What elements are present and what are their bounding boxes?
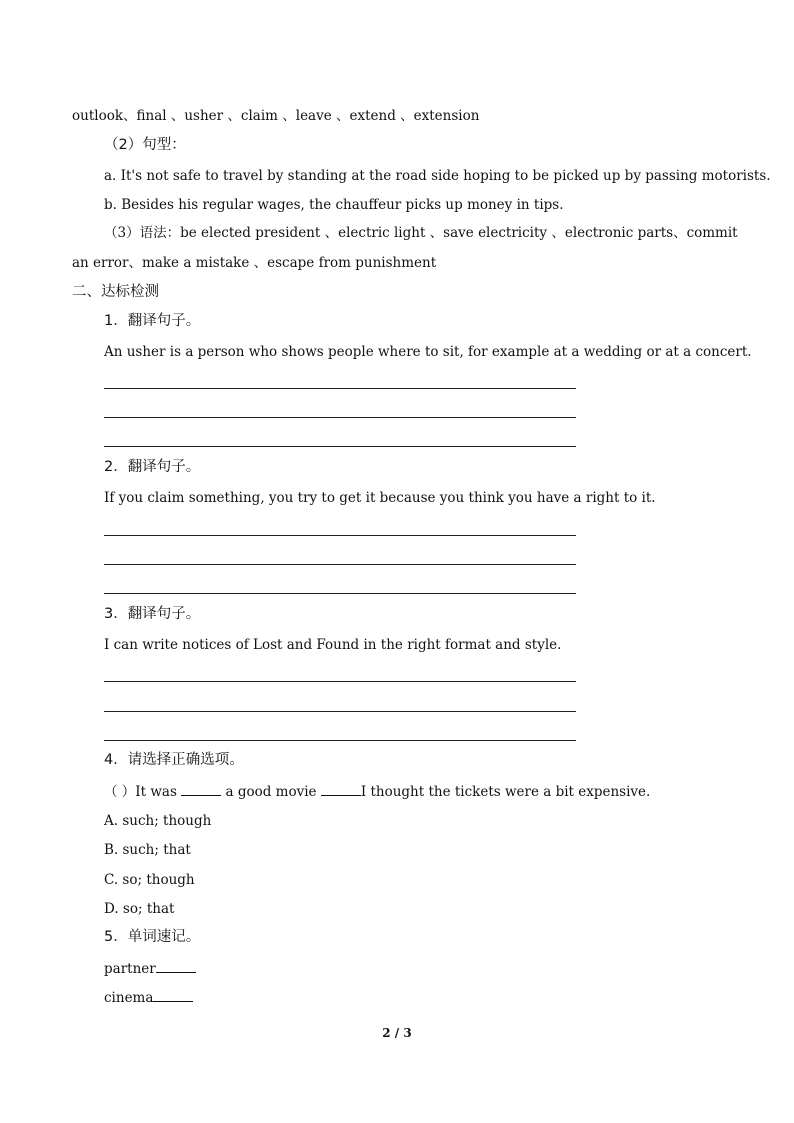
- q3-title: 3．翻译句子。: [104, 606, 201, 622]
- sentence-pattern-a: a. It's not safe to travel by standing at the road side hoping to be picked up by passing motorists.: [104, 168, 771, 184]
- answer-line[interactable]: [104, 446, 576, 447]
- q5-word: partner: [104, 961, 156, 977]
- q2-sentence: If you claim something, you try to get it because you think you have a right to it.: [104, 490, 656, 506]
- answer-line[interactable]: [104, 740, 576, 741]
- q4-title: 4．请选择正确选项。: [104, 752, 244, 768]
- q4-option-c[interactable]: C. so; though: [104, 872, 195, 888]
- q4-stem: [104, 781, 650, 802]
- q4-option-b[interactable]: B. such; that: [104, 842, 191, 858]
- page-number: 2 / 3: [382, 1026, 412, 1040]
- grammar-line-2: an error、make a mistake 、escape from punishment: [72, 255, 437, 271]
- q4-stem-part-b: a good movie: [225, 784, 317, 800]
- answer-line[interactable]: [104, 711, 576, 712]
- fill-blank[interactable]: [181, 781, 221, 796]
- q5-title: 5．单词速记。: [104, 929, 201, 945]
- answer-line[interactable]: [104, 388, 576, 389]
- answer-line[interactable]: [104, 681, 576, 682]
- fill-blank[interactable]: [153, 987, 193, 1002]
- answer-line[interactable]: [104, 564, 576, 565]
- vocab-line: outlook、final 、usher 、claim 、leave 、extend 、extension: [72, 108, 480, 124]
- q2-title: 2．翻译句子。: [104, 459, 201, 475]
- q1-sentence: An usher is a person who shows people where to sit, for example at a wedding or at a concert.: [104, 344, 752, 360]
- q4-option-d[interactable]: D. so; that: [104, 901, 175, 917]
- q3-sentence: I can write notices of Lost and Found in the right format and style.: [104, 637, 562, 653]
- answer-parenthesis[interactable]: （ ）: [104, 784, 136, 800]
- q4-stem-part-a: It was: [135, 784, 177, 800]
- sentence-patterns-heading: （2）句型：: [104, 137, 186, 153]
- q1-title: 1．翻译句子。: [104, 313, 201, 329]
- answer-line[interactable]: [104, 593, 576, 594]
- q5-word-row: [104, 958, 196, 979]
- fill-blank[interactable]: [156, 958, 196, 973]
- q4-stem-part-c: I thought the tickets were a bit expensive.: [360, 784, 651, 800]
- answer-line[interactable]: [104, 535, 576, 536]
- section-title: 二、达标检测: [72, 284, 159, 300]
- fill-blank[interactable]: [321, 781, 361, 796]
- sentence-pattern-b: b. Besides his regular wages, the chauffeur picks up money in tips.: [104, 197, 564, 213]
- q5-word: cinema: [104, 990, 154, 1006]
- answer-line[interactable]: [104, 417, 576, 418]
- grammar-line-1: （3）语法：be elected president 、electric light 、save electricity 、electronic parts、commit: [104, 225, 738, 241]
- q5-word-row: [104, 987, 193, 1008]
- q4-option-a[interactable]: A. such; though: [104, 813, 212, 829]
